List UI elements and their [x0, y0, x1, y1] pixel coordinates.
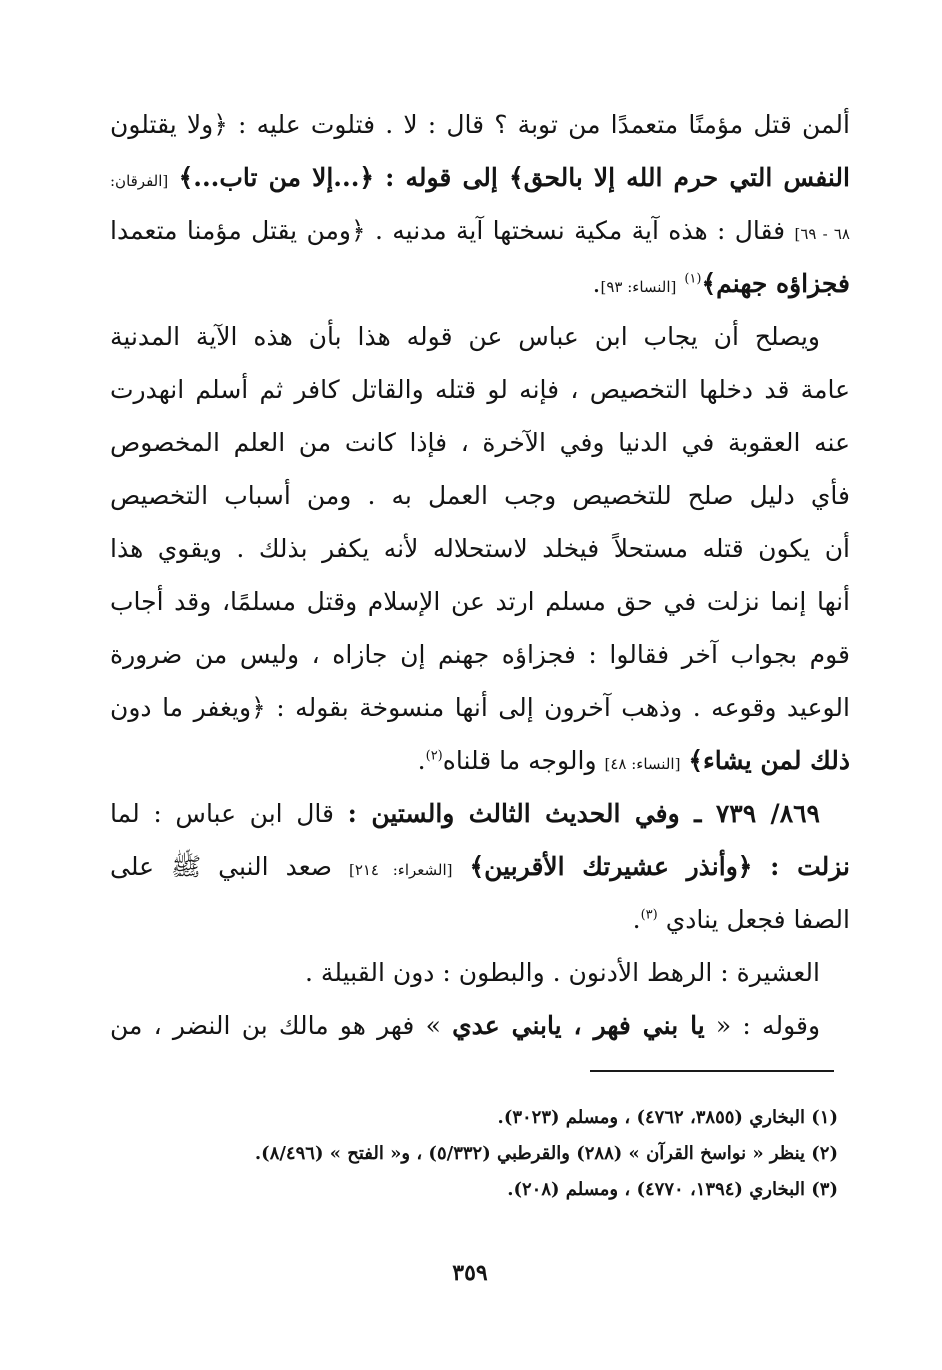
text-span: أنها إنما نزلت في حق مسلم ارتد عن الإسلام وقتل مسلمًا، وقد أجاب: [110, 587, 850, 616]
footnote: (٢) ينظر « نواسخ القرآن » (٢٨٨) والقرطبي (٥/٣٣٢) ، و« الفتح » (٨/٤٩٦).: [254, 1143, 838, 1164]
text-line: [110, 151, 850, 204]
footnote-marker[interactable]: (٣): [640, 907, 658, 923]
quran-quote: فجزاؤه جهنم﴾: [701, 269, 850, 298]
text-span: .: [632, 905, 641, 934]
text-line: [110, 893, 850, 946]
text-line: [110, 98, 850, 151]
text-span: .: [592, 269, 601, 298]
quran-quote: نزلت : ﴿وأنذر عشيرتك الأقربين﴾: [469, 852, 850, 881]
text-span: ألمن قتل مؤمنًا متعمدًا من توبة ؟ قال : لا . فتلوت عليه : ﴿ولا يقتلون: [110, 110, 850, 139]
text-line: [110, 628, 850, 681]
text-line: [110, 257, 850, 310]
quran-reference: [الفرقان:: [110, 172, 169, 190]
quran-reference: ٦٨ - ٦٩]: [794, 225, 850, 243]
text-line: [110, 575, 850, 628]
text-span: قوم بجواب آخر فقالوا : فجزاؤه جهنم إن جازاه ، وليس من ضرورة: [110, 640, 850, 669]
text-line: [110, 946, 850, 999]
text-span: قال ابن عباس : لما: [110, 799, 334, 828]
text-line: [110, 999, 850, 1052]
quran-reference: [النساء: ٩٣]: [600, 278, 677, 296]
footnote: (١) البخاري (٣٨٥٥، ٤٧٦٢) ، ومسلم (٣٠٢٣).: [497, 1107, 838, 1128]
text-line: [110, 363, 850, 416]
footnotes: [110, 1100, 838, 1208]
text-line: [110, 469, 850, 522]
text-line: [110, 522, 850, 575]
text-span: وقوله : «: [715, 1011, 821, 1040]
footnote-marker[interactable]: (١): [684, 271, 702, 287]
page-number: ٣٥٩: [452, 1260, 488, 1286]
hadith-heading: ٨٦٩/ ٧٣٩ ـ وفي الحديث الثالث والستين :: [347, 799, 820, 828]
text-line: [110, 416, 850, 469]
text-span: أن يكون قتله مستحلاً فيخلد لاستحلاله لأنه يكفر بذلك . ويقوي هذا: [110, 534, 850, 563]
text-line: [110, 681, 850, 734]
text-line: [110, 840, 850, 893]
main-text: [110, 98, 850, 1052]
quran-reference: [الشعراء: ٢١٤]: [348, 861, 453, 879]
text-span: صعد النبي ﷺ على: [110, 852, 332, 881]
quran-reference: [النساء: ٤٨]: [604, 755, 681, 773]
quran-quote: النفس التي حرم الله إلا بالحق﴾ إلى قوله : ﴿...إلا من تاب...﴾: [178, 163, 850, 192]
text-span: الوعيد وقوعه . وذهب آخرون إلى أنها منسوخة بقوله : ﴿ويغفر ما دون: [110, 693, 850, 722]
text-span: ويصلح أن يجاب ابن عباس عن قوله هذا بأن هذه الآية المدنية: [110, 322, 820, 351]
footnote: (٣) البخاري (١٣٩٤، ٤٧٧٠) ، ومسلم (٢٠٨).: [507, 1179, 838, 1200]
text-span: عامة قد دخلها التخصيص ، فإنه لو قتله والقاتل كافر ثم أسلم انهدرت: [110, 375, 850, 404]
text-span: عنه العقوبة في الدنيا وفي الآخرة ، فإذا كانت من العلم المخصوص: [110, 428, 850, 457]
quran-quote: ذلك لمن يشاء﴾: [688, 746, 850, 775]
text-span: الصفا فجعل ينادي: [665, 905, 850, 934]
text-line: [110, 734, 850, 787]
text-span: والوجه ما قلناه: [442, 746, 597, 775]
text-span: » فهر هو مالك بن النضر ، من: [110, 1011, 441, 1040]
text-span: .: [417, 746, 426, 775]
text-line: [110, 204, 850, 257]
text-line: [110, 310, 850, 363]
text-line: [110, 787, 850, 840]
quoted-phrase: يا بني فهر ، يابني عدي: [452, 1011, 705, 1040]
text-span: فأي دليل صلح للتخصيص وجب العمل به . ومن أسباب التخصيص: [110, 481, 850, 510]
footnote-divider: [590, 1070, 834, 1072]
text-span: فقال : هذه آية مكية نسختها آية مدنيه . ﴿ومن يقتل مؤمنا متعمدا: [110, 216, 786, 245]
text-span: العشيرة : الرهط الأدنون . والبطون : دون القبيلة .: [305, 958, 820, 987]
footnote-marker[interactable]: (٢): [425, 748, 443, 764]
